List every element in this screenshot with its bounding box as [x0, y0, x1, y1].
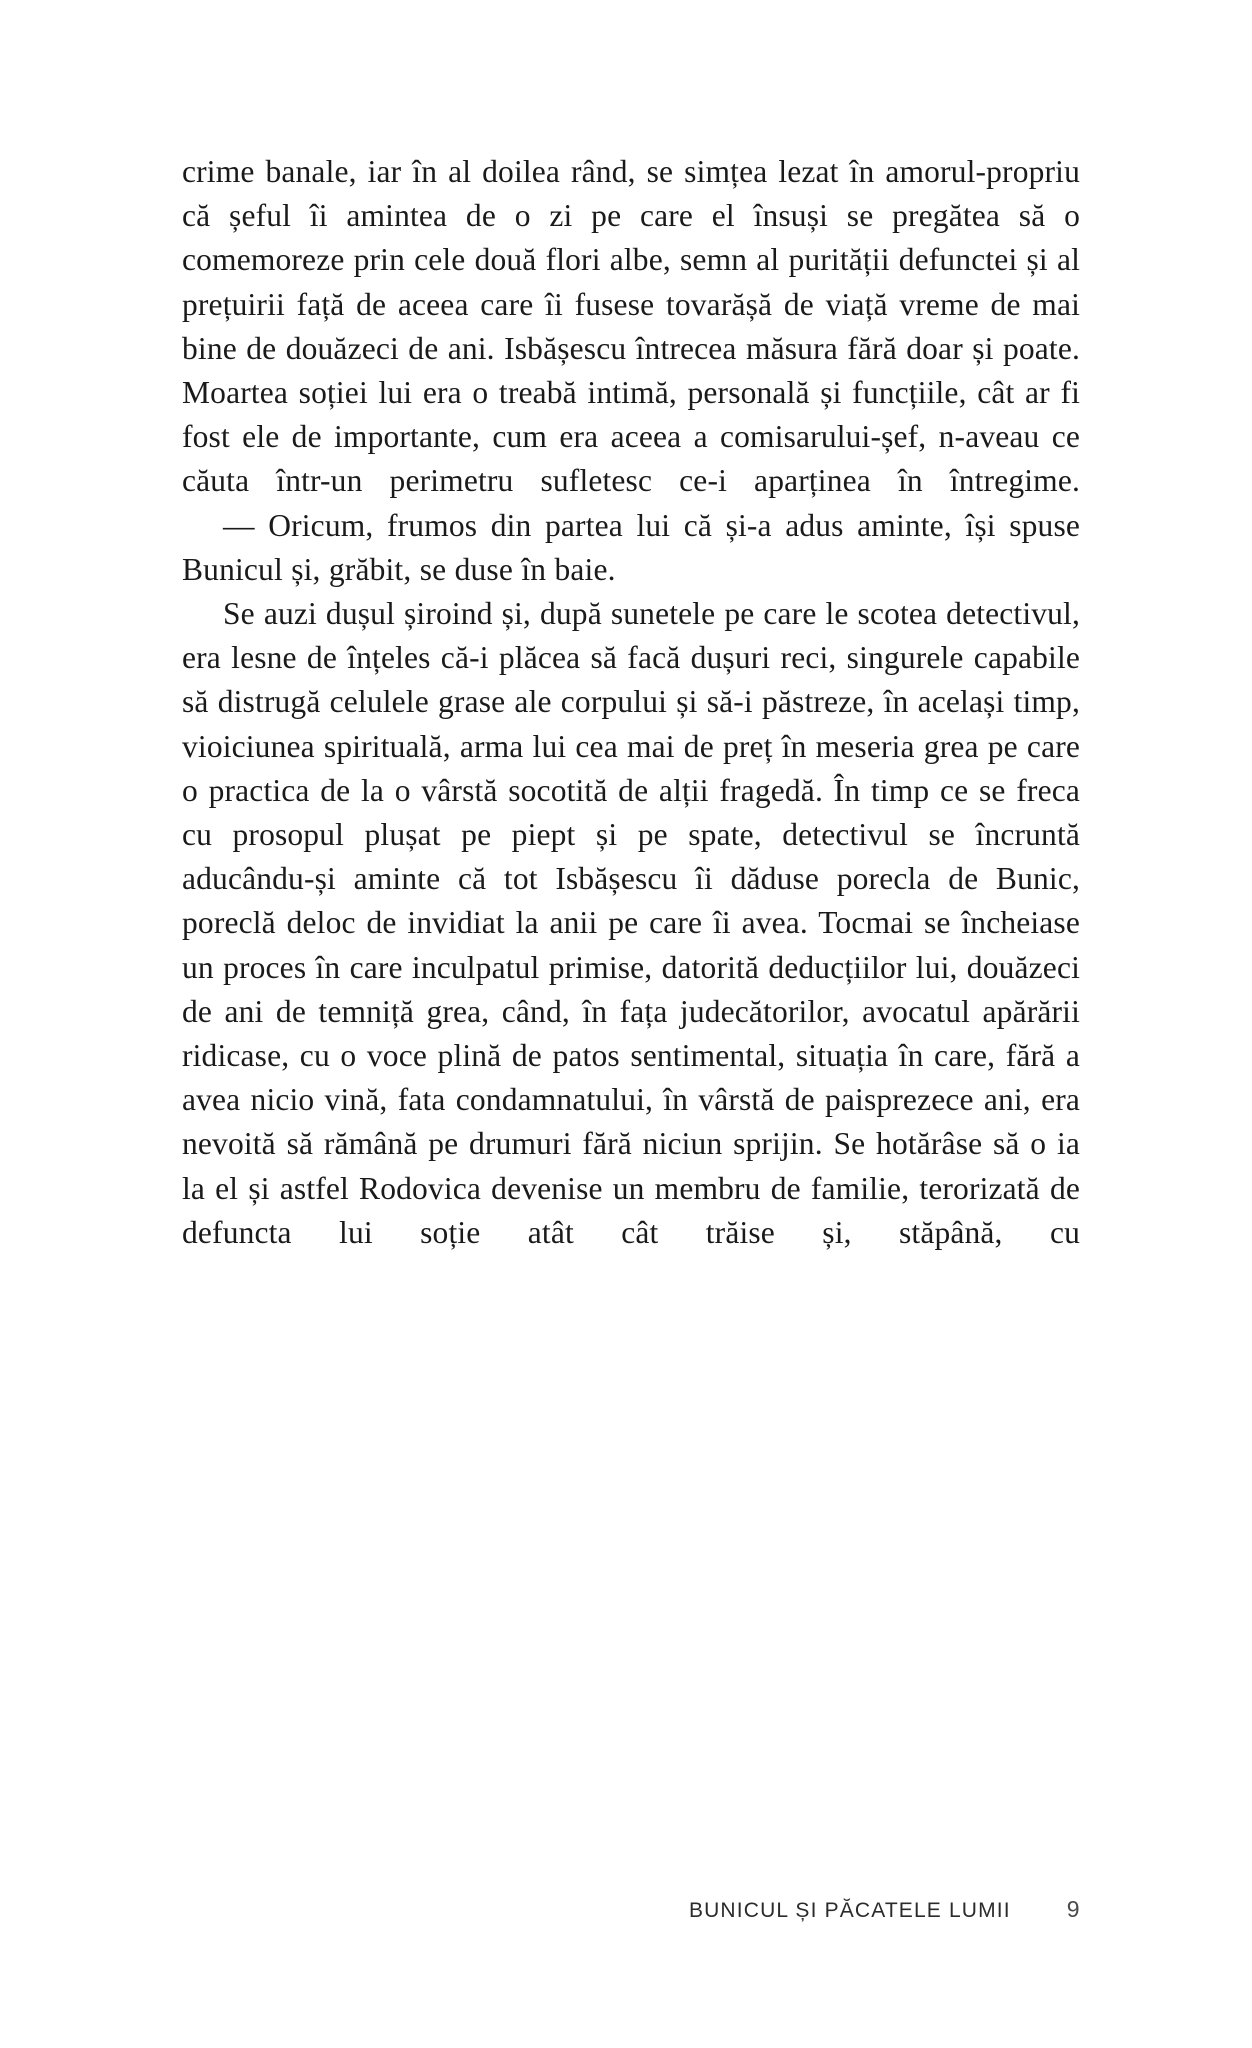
paragraph-continuation: crime banale, iar în al doilea rând, se simțea lezat în amorul-propriu că șeful îi amintea de o zi pe care el însuși se pregătea să o comemoreze prin cele două flori albe, semn al purității defunctei și al prețuirii față de aceea care îi fusese tovarășă de viață vreme de mai bine de douăzeci de ani. Isbășescu întrecea măsura fără doar și poate. Moartea soției lui era o treabă intimă, personală și funcțiile, cât ar fi fost ele de importante, cum era aceea a comisarului-șef, n-aveau ce căuta într-un perimetru sufletesc ce-i aparținea în întregime. [182, 154, 1080, 499]
page-footer [182, 1896, 1080, 1923]
page-number: 9 [1066, 1896, 1080, 1922]
page-text-block [182, 150, 1080, 1255]
paragraph-narrative: Se auzi dușul șiroind și, după sunetele pe care le scotea detectivul, era lesne de înțeles că-i plăcea să facă dușuri reci, singurele capabile să distrugă celulele grase ale corpului și să-i păstreze, în același timp, vioiciunea spirituală, arma lui cea mai de preț în meseria grea pe care o practica de la o vârstă socotită de alții fragedă. În timp ce se freca cu prosopul plușat pe piept și pe spate, detectivul se încruntă aducându-și aminte că tot Isbășescu îi dăduse porecla de Bunic, poreclă deloc de invidiat la anii pe care îi avea. Tocmai se încheiase un proces în care inculpatul primise, datorită deducțiilor lui, douăzeci de ani de temniță grea, când, în fața judecătorilor, avocatul apărării ridicase, cu o voce plină de patos sentimental, situația în care, fără a avea nicio vină, fata condamnatului, în vârstă de paisprezece ani, era nevoită să rămână pe drumuri fără niciun sprijin. Se hotărâse să o ia la el și astfel Rodovica devenise un membru de familie, terorizată de defuncta lui soție atât cât trăise și, stăpână, cu [182, 596, 1080, 1250]
paragraph-dialogue: — Oricum, frumos din partea lui că și-a adus aminte, își spuse Bunicul și, grăbit, se duse în baie. [182, 507, 1080, 587]
running-head: BUNICUL ȘI PĂCATELE LUMII [688, 1899, 1011, 1922]
